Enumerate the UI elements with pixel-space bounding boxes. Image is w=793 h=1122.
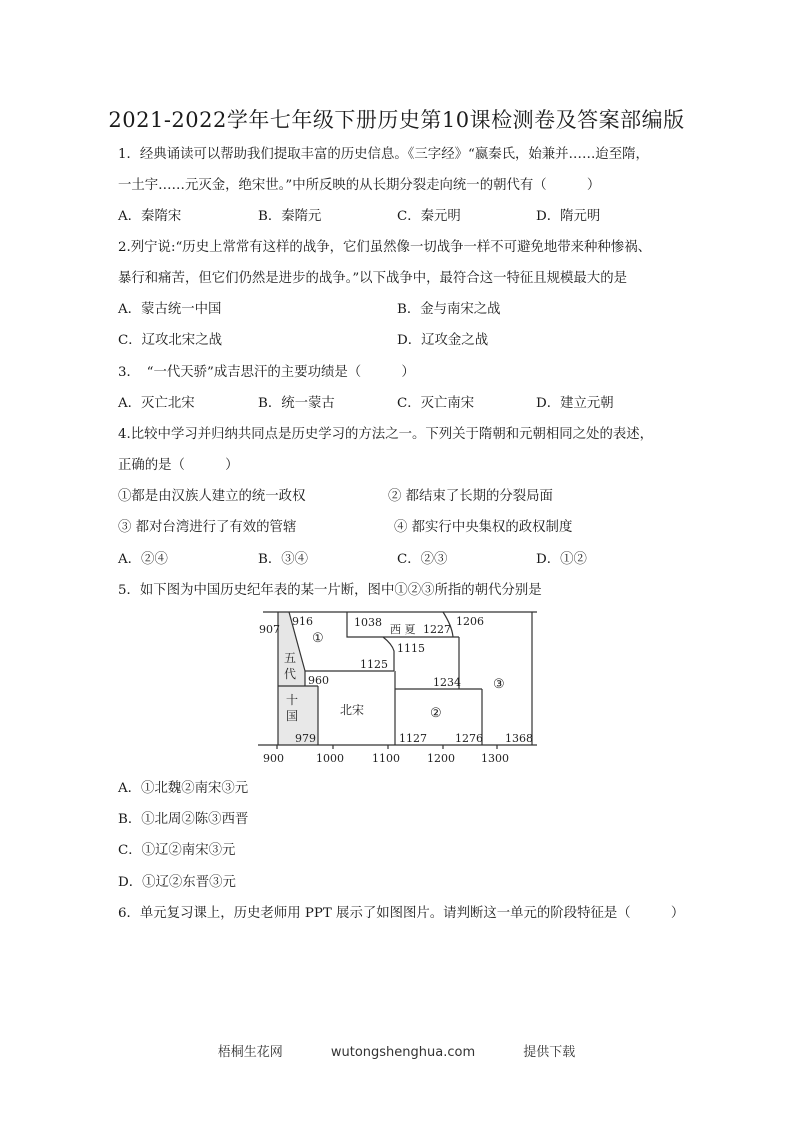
document-title: 2021-2022学年七年级下册历史第10课检测卷及答案部编版 xyxy=(108,108,685,132)
label-1368: 1368 xyxy=(505,732,533,745)
question-2-line-1: 2.列宁说:“历史上常常有这样的战争，它们虽然像一切战争一样不可避免地带来种种惨祸、 xyxy=(118,240,651,255)
label-circle-3: ③ xyxy=(493,677,505,692)
page-footer xyxy=(0,1041,793,1060)
label-shiguo-2: 国 xyxy=(286,709,299,723)
chronology-diagram xyxy=(255,605,545,775)
question-5-option-c: C．①辽②南宋③元 xyxy=(118,843,236,858)
question-2-option-d: D．辽攻金之战 xyxy=(397,333,489,348)
question-3-option-b: B．统一蒙古 xyxy=(258,396,335,411)
question-3-option-c: C．灭亡南宋 xyxy=(397,396,475,411)
label-circle-2: ② xyxy=(430,706,442,721)
label-1227: 1227 xyxy=(423,623,451,636)
question-5-option-a: A．①北魏②南宋③元 xyxy=(118,781,249,796)
question-4-option-d: D．①② xyxy=(536,552,587,567)
tick-1300: 1300 xyxy=(481,752,509,765)
question-4-option-a: A．②④ xyxy=(118,552,168,567)
tick-1200: 1200 xyxy=(427,752,455,765)
question-2-option-c: C．辽攻北宋之战 xyxy=(118,333,222,348)
question-1-line-2: 一土宇……元灭金，绝宋世。”中所反映的从长期分裂走向统一的朝代有（ ） xyxy=(118,178,601,193)
footer-site-url[interactable]: wutongshenghua.com xyxy=(330,1045,476,1060)
label-1276: 1276 xyxy=(455,732,483,745)
label-979: 979 xyxy=(295,732,316,745)
question-1-line-1: 1．经典诵读可以帮助我们提取丰富的历史信息。《三字经》“嬴秦氏，始兼并……迨至隋， xyxy=(118,147,649,162)
tick-1100: 1100 xyxy=(372,752,400,765)
question-4-statement-4: ④ 都实行中央集权的政权制度 xyxy=(394,520,573,535)
question-3-line-1: 3． “一代天骄”成吉思汗的主要功绩是（ ） xyxy=(118,365,415,380)
label-wudai-2: 代 xyxy=(284,667,297,681)
question-1-option-c: C．秦元明 xyxy=(397,209,461,224)
label-shiguo-1: 十 xyxy=(286,693,299,707)
question-4-statement-1: ①都是由汉族人建立的统一政权 xyxy=(118,489,306,504)
label-960: 960 xyxy=(308,674,329,687)
question-5-option-b: B．①北周②陈③西晋 xyxy=(118,812,249,827)
question-4-option-c: C．②③ xyxy=(397,552,448,567)
label-circle-1: ① xyxy=(312,631,324,646)
question-4-option-b: B．③④ xyxy=(258,552,309,567)
label-xixia: 西 夏 xyxy=(390,623,416,636)
label-916: 916 xyxy=(292,615,313,628)
question-4-line-2: 正确的是（ ） xyxy=(118,458,239,473)
question-3-option-d: D．建立元朝 xyxy=(536,396,614,411)
label-beisong: 北宋 xyxy=(340,703,365,717)
question-5-option-d: D．①辽②东晋③元 xyxy=(118,875,236,890)
question-1-option-b: B．秦隋元 xyxy=(258,209,322,224)
question-5-line-1: 5．如下图为中国历史纪年表的某一片断，图中①②③所指的朝代分别是 xyxy=(118,583,542,598)
footer-site-name: 梧桐生花网 xyxy=(217,1045,283,1060)
question-6-line-1: 6．单元复习课上，历史老师用 PPT 展示了如图图片。请判断这一单元的阶段特征是（ ） xyxy=(118,906,685,921)
label-1038: 1038 xyxy=(354,616,382,629)
question-2-option-b: B．金与南宋之战 xyxy=(397,302,501,317)
question-4-statement-3: ③ 都对台湾进行了有效的管辖 xyxy=(118,520,297,535)
question-1-option-d: D．隋元明 xyxy=(536,209,601,224)
label-1234: 1234 xyxy=(433,676,461,689)
question-3-option-a: A．灭亡北宋 xyxy=(118,396,195,411)
label-907: 907 xyxy=(259,623,280,636)
footer-provided: 提供下载 xyxy=(523,1045,576,1060)
label-1127: 1127 xyxy=(399,732,427,745)
label-1115: 1115 xyxy=(397,642,425,655)
question-2-option-a: A．蒙古统一中国 xyxy=(118,302,222,317)
question-1-option-a: A．秦隋宋 xyxy=(118,209,182,224)
label-1125: 1125 xyxy=(360,658,388,671)
question-4-statement-2: ② 都结束了长期的分裂局面 xyxy=(388,489,553,504)
tick-900: 900 xyxy=(263,752,284,765)
label-wudai-1: 五 xyxy=(284,651,297,665)
tick-1000: 1000 xyxy=(316,752,344,765)
label-1206: 1206 xyxy=(456,615,484,628)
question-4-line-1: 4.比较中学习并归纳共同点是历史学习的方法之一。下列关于隋朝和元朝相同之处的表述， xyxy=(118,427,654,442)
question-2-line-2: 暴行和痛苦，但它们仍然是进步的战争。”以下战争中，最符合这一特征且规模最大的是 xyxy=(118,271,627,286)
